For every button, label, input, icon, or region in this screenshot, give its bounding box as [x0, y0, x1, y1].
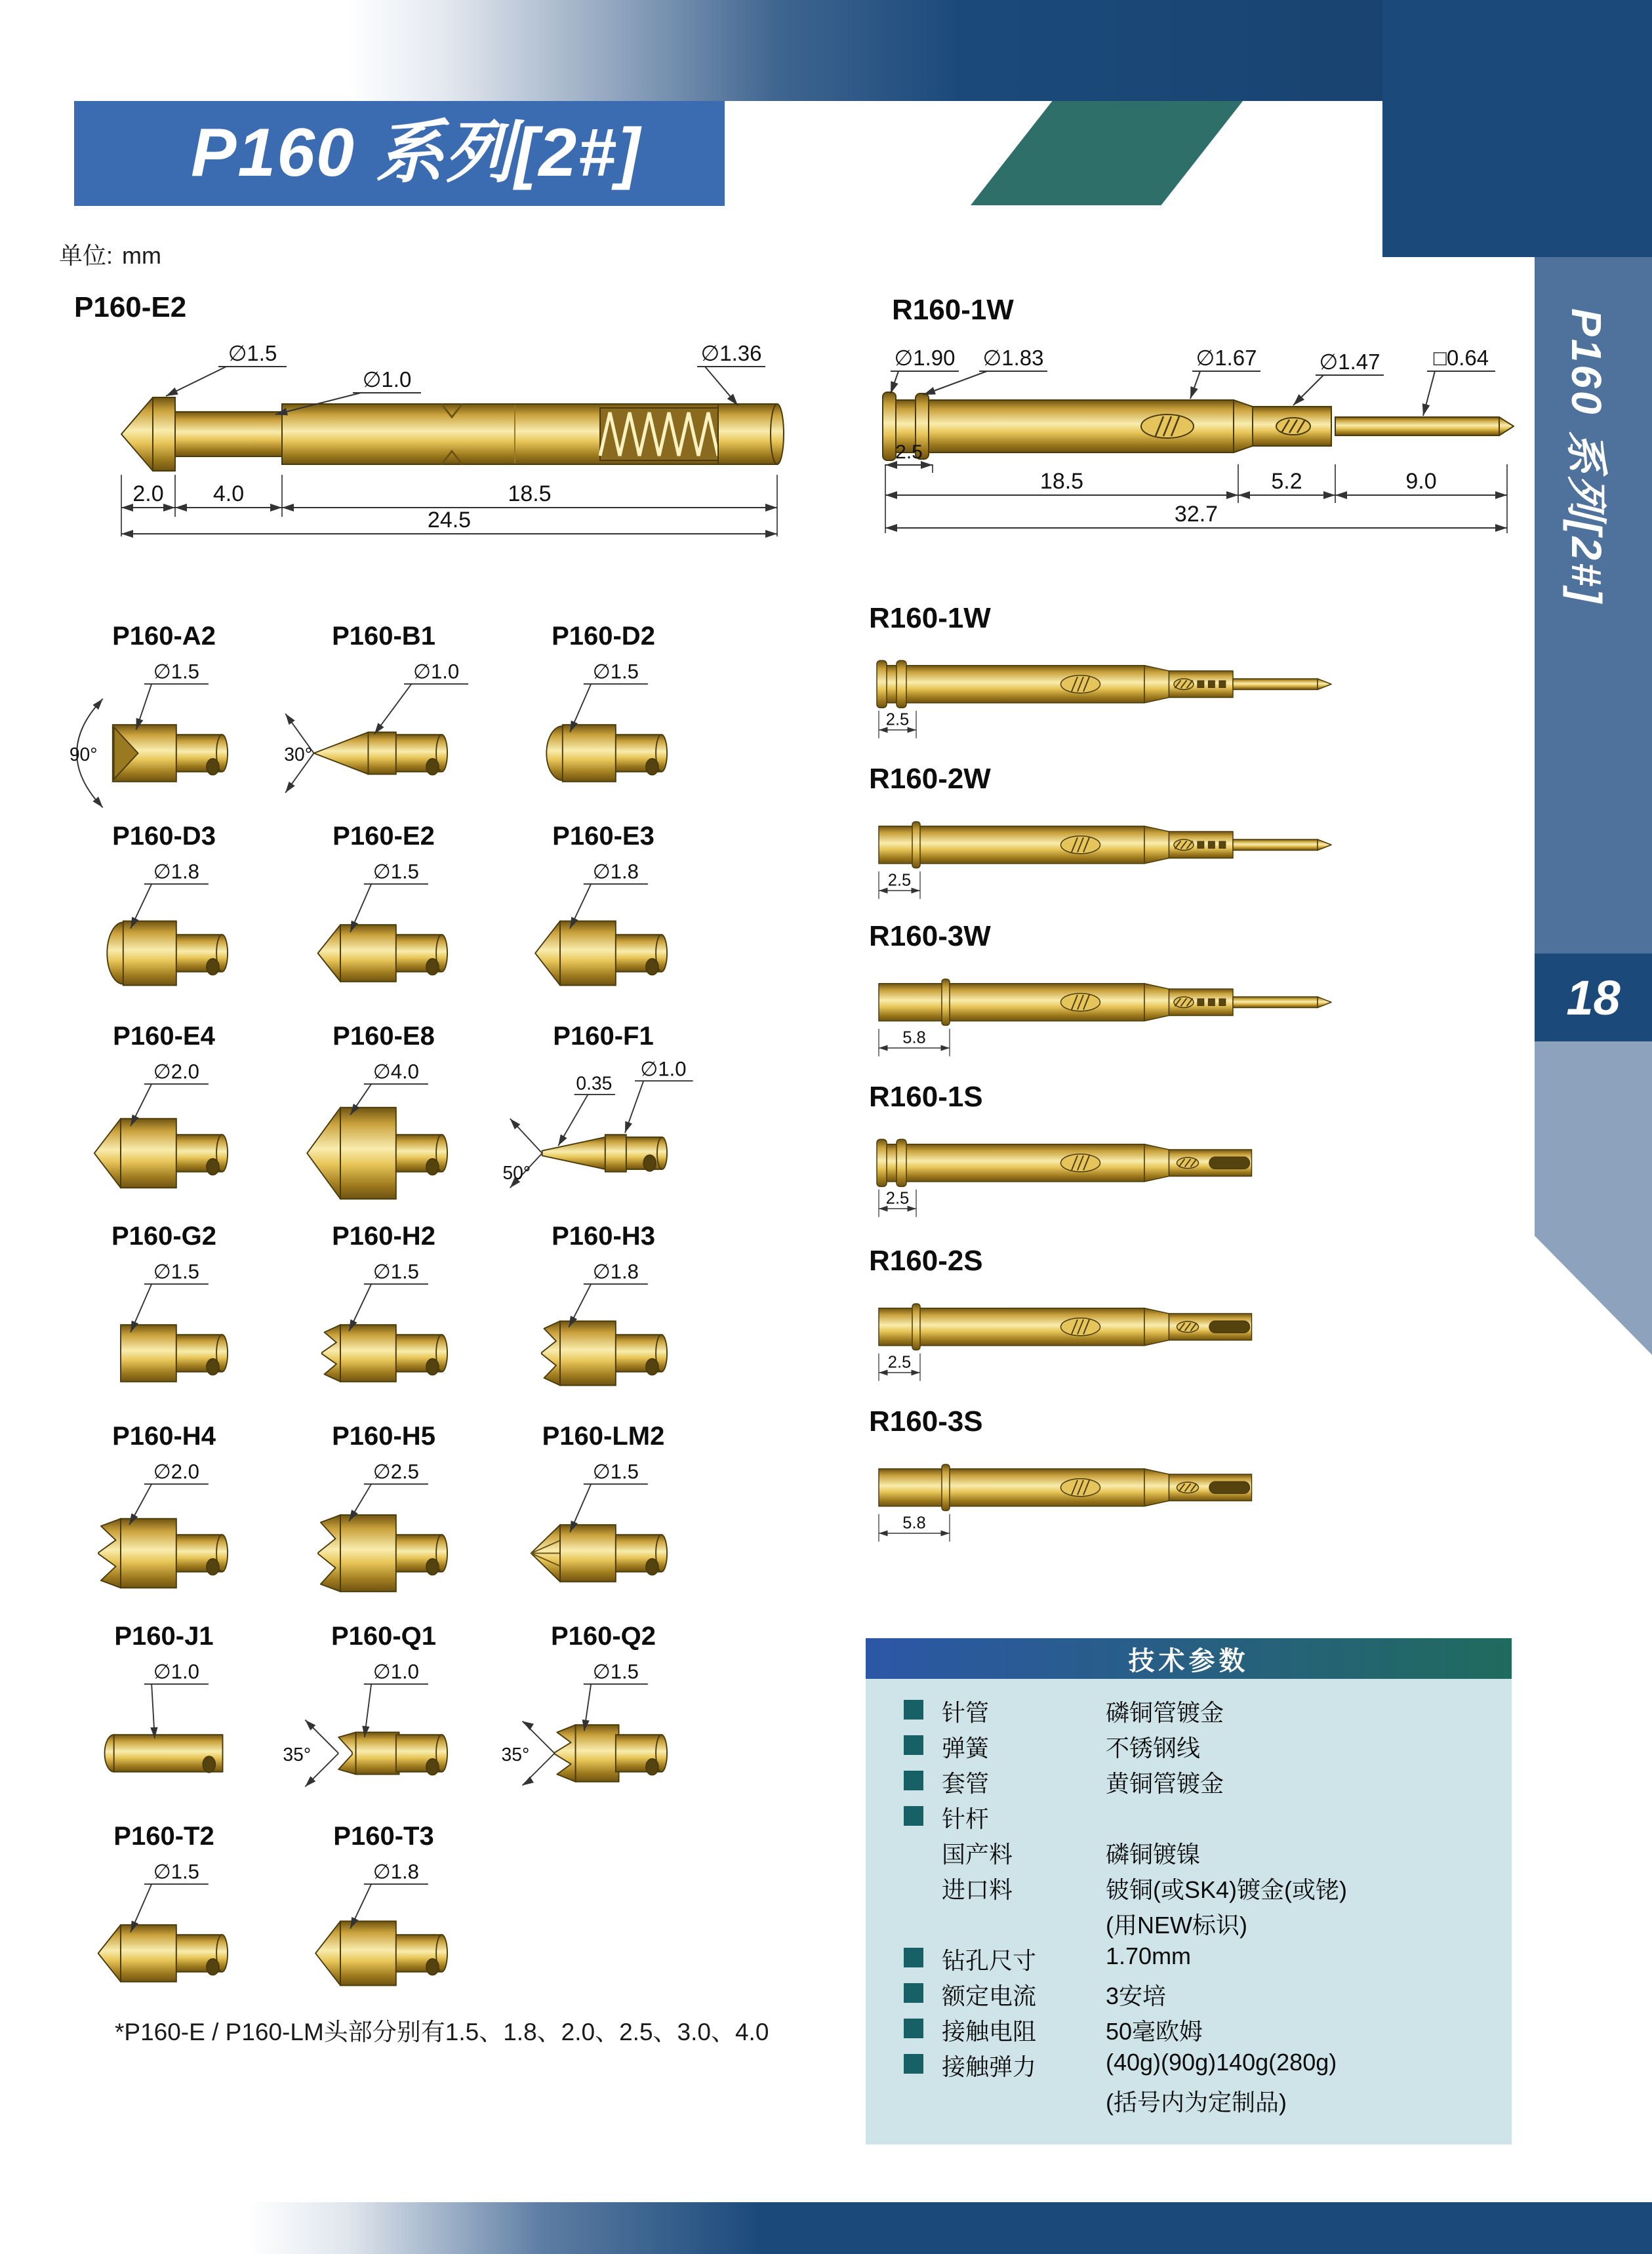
probe-label: P160-F1 — [553, 1022, 654, 1051]
dim-text: 2.5 — [895, 441, 923, 463]
probe-cell — [56, 1222, 272, 1419]
tech-param-value: 磷铜镀镍 — [1106, 1841, 1201, 1868]
receptacle-list — [869, 602, 1380, 1599]
probe-label: P160-E8 — [332, 1022, 435, 1051]
receptacle-drawing — [869, 798, 1341, 916]
dim-text: ∅1.83 — [982, 346, 1044, 370]
tech-param-name: 针管 — [942, 1699, 990, 1726]
probe-cell — [495, 822, 712, 1018]
bullet-square-icon — [904, 1700, 923, 1720]
probe-drawing — [275, 1251, 492, 1412]
probe-label: P160-Q2 — [550, 1622, 656, 1651]
bullet-square-icon — [904, 2054, 923, 2074]
probe-label: P160-H3 — [552, 1222, 655, 1251]
probe-drawing — [275, 1651, 492, 1812]
bullet-square-icon — [904, 2019, 923, 2038]
dim-text: ∅1.8 — [592, 1260, 639, 1283]
dim-text: 9.0 — [1405, 469, 1437, 494]
dim-text: 5.8 — [902, 1514, 926, 1533]
dim-text: ∅1.67 — [1196, 346, 1257, 370]
probe-label: P160-E2 — [332, 822, 435, 851]
probe-tip-grid — [56, 622, 718, 2045]
receptacle-drawing — [869, 956, 1341, 1074]
probe-drawing — [56, 1051, 272, 1212]
probe-label: P160-G2 — [111, 1222, 217, 1251]
tech-param-value: (用NEW标识) — [1106, 1912, 1247, 1939]
dim-text: 2.0 — [132, 481, 164, 506]
probe-drawing — [56, 651, 272, 812]
dim-text: ∅1.8 — [153, 860, 199, 883]
tech-param-value: 铍铜(或SK4)镀金(或铑) — [1106, 1876, 1347, 1903]
dim-text: ∅2.0 — [153, 1460, 199, 1483]
receptacle-item — [869, 920, 1380, 1077]
probe-cell — [275, 1822, 492, 2019]
bullet-square-icon — [904, 1806, 923, 1826]
dim-text: ∅1.5 — [373, 860, 419, 883]
dim-text: ∅1.8 — [373, 1860, 419, 1883]
probe-label: P160-H2 — [332, 1222, 435, 1251]
receptacle-item — [869, 763, 1380, 920]
dim-text: ∅1.5 — [153, 660, 199, 683]
dim-text: 5.8 — [902, 1028, 926, 1047]
dim-text: 50° — [502, 1162, 531, 1184]
unit-line — [59, 237, 161, 271]
footer-gradient-band — [0, 2202, 1652, 2254]
probe-cell — [275, 622, 492, 818]
sidebar-panel-lower — [1535, 1041, 1652, 1355]
dim-text: 18.5 — [1039, 469, 1084, 494]
probe-cell — [275, 1022, 492, 1218]
probe-cell — [495, 1422, 712, 1619]
tech-param-name: 接触弹力 — [942, 2053, 1037, 2080]
probe-label: P160-E3 — [552, 822, 655, 851]
featured-probe-drawing — [56, 323, 810, 539]
featured-probe-label: P160-E2 — [74, 291, 187, 323]
dim-text: ∅1.36 — [700, 341, 762, 365]
dim-text: ∅1.5 — [592, 1460, 639, 1483]
dim-text: 35° — [501, 1743, 530, 1765]
bullet-square-icon — [904, 1771, 923, 1790]
dim-text: ∅1.5 — [228, 341, 277, 365]
probe-drawing — [275, 1451, 492, 1612]
probe-label: P160-D2 — [552, 622, 655, 651]
dim-text: ∅1.0 — [640, 1057, 687, 1081]
dim-text: ∅1.0 — [153, 1660, 199, 1683]
probe-label: P160-J1 — [114, 1622, 214, 1651]
dim-text: 2.5 — [887, 871, 912, 890]
receptacle-drawing — [869, 1280, 1341, 1398]
header-corner-block — [1382, 0, 1652, 257]
dim-text: 4.0 — [212, 481, 245, 506]
probe-cell — [56, 1022, 272, 1218]
probe-label: P160-Q1 — [331, 1622, 437, 1651]
probe-drawing — [56, 851, 272, 1012]
receptacle-item — [869, 1405, 1380, 1563]
header-teal-accent — [971, 101, 1243, 205]
title-banner — [74, 101, 725, 206]
tech-param-value: 1.70mm — [1106, 1942, 1192, 1969]
dim-text: 30° — [284, 743, 313, 765]
probe-label: P160-H4 — [112, 1422, 216, 1451]
probe-label: P160-LM2 — [542, 1422, 665, 1451]
dim-text: ∅4.0 — [373, 1060, 419, 1083]
probe-cell — [495, 622, 712, 818]
probe-cell — [56, 1422, 272, 1619]
tech-param-row — [904, 1695, 1505, 1730]
dim-text: ∅2.5 — [373, 1460, 419, 1483]
featured-receptacle-drawing — [859, 325, 1515, 548]
probe-drawing — [56, 1851, 272, 2012]
probe-label: P160-A2 — [112, 622, 216, 651]
tech-params-box — [866, 1638, 1512, 2144]
dim-text: ∅1.0 — [362, 367, 412, 392]
probe-label: P160-H5 — [332, 1422, 435, 1451]
probe-cell — [56, 622, 272, 818]
bullet-square-icon — [904, 1948, 923, 1967]
tech-param-row — [904, 2084, 1505, 2120]
dim-text: 5.2 — [1271, 469, 1302, 494]
tech-param-row — [904, 2013, 1505, 2049]
probe-drawing — [56, 1251, 272, 1412]
tech-param-name: 针杆 — [942, 1805, 990, 1832]
receptacle-label: R160-2W — [869, 763, 991, 795]
dim-text: ∅1.8 — [592, 860, 639, 883]
receptacle-item — [869, 1081, 1380, 1238]
dim-text: □0.64 — [1433, 346, 1489, 370]
sidebar-vertical-title: P160 系列[2#] — [1563, 308, 1610, 606]
tech-param-row — [904, 1730, 1505, 1765]
probe-drawing — [56, 1651, 272, 1812]
dim-text: ∅1.47 — [1319, 350, 1380, 374]
tech-param-value: 不锈钢线 — [1106, 1735, 1201, 1761]
probe-cell — [275, 1422, 492, 1619]
tech-param-value: 磷铜管镀金 — [1106, 1699, 1224, 1726]
probe-cell — [495, 1222, 712, 1419]
footnote: *P160-E / P160-LM头部分别有1.5、1.8、2.0、2.5、3.0、4.0 — [115, 2019, 769, 2045]
dim-text: ∅1.90 — [894, 346, 956, 370]
tech-param-name: 钻孔尺寸 — [942, 1947, 1037, 1974]
tech-param-row — [904, 1836, 1505, 1872]
dim-text: ∅1.5 — [373, 1260, 419, 1283]
tech-param-row — [904, 1765, 1505, 1801]
probe-drawing — [495, 1451, 712, 1612]
tech-param-value: 黄铜管镀金 — [1106, 1770, 1224, 1797]
probe-label: P160-D3 — [112, 822, 216, 851]
dim-text: 90° — [69, 743, 98, 765]
unit-label: 单位: — [59, 242, 113, 269]
tech-param-value: (40g)(90g)140g(280g) — [1106, 2049, 1337, 2076]
probe-cell — [495, 1022, 712, 1218]
probe-label: P160-E4 — [113, 1022, 215, 1051]
probe-cell — [56, 822, 272, 1018]
featured-receptacle-label: R160-1W — [892, 294, 1014, 326]
probe-drawing — [495, 851, 712, 1012]
featured-probe-svg — [56, 323, 810, 539]
tech-param-name: 额定电流 — [942, 1982, 1037, 2009]
dim-text: 0.35 — [576, 1072, 613, 1094]
receptacle-label: R160-3W — [869, 920, 991, 952]
receptacle-drawing — [869, 637, 1341, 755]
tech-param-row — [904, 1978, 1505, 2013]
probe-drawing — [495, 651, 712, 812]
tech-param-row — [904, 2049, 1505, 2084]
tech-param-name: 国产料 — [942, 1841, 1013, 1868]
dim-text: 2.5 — [885, 1189, 910, 1208]
tech-param-name: 弹簧 — [942, 1735, 990, 1761]
tech-param-value: 50毫欧姆 — [1106, 2018, 1203, 2045]
dim-text: 2.5 — [885, 710, 910, 729]
dim-text: ∅1.5 — [153, 1260, 199, 1283]
featured-receptacle-svg — [859, 325, 1515, 548]
probe-cell — [275, 1222, 492, 1419]
page-number-box — [1535, 954, 1652, 1041]
tech-param-row — [904, 1801, 1505, 1836]
page-number: 18 — [1566, 970, 1621, 1025]
dim-text: ∅1.0 — [413, 660, 460, 683]
probe-drawing — [495, 1651, 712, 1812]
tech-param-name: 进口料 — [942, 1876, 1013, 1903]
page-title: P160 系列[2#] — [191, 115, 641, 191]
probe-drawing — [275, 1051, 492, 1212]
tech-param-name: 接触电阻 — [942, 2018, 1037, 2045]
tech-params-title: 技术参数 — [866, 1638, 1512, 1679]
tech-param-name: 套管 — [942, 1770, 990, 1797]
receptacle-label: R160-1W — [869, 602, 991, 634]
dim-text: ∅1.5 — [153, 1860, 199, 1883]
tech-params-rows — [866, 1679, 1512, 2120]
probe-cell — [56, 1822, 272, 2019]
probe-drawing — [495, 1251, 712, 1412]
tech-param-value: (括号内为定制品) — [1106, 2089, 1287, 2116]
probe-drawing — [56, 1451, 272, 1612]
probe-cell — [275, 822, 492, 1018]
tech-param-row — [904, 1872, 1505, 1907]
receptacle-drawing — [869, 1441, 1341, 1559]
probe-drawing — [275, 651, 492, 812]
dim-text: 32.7 — [1174, 502, 1219, 527]
receptacle-label: R160-2S — [869, 1245, 983, 1277]
probe-drawing — [275, 851, 492, 1012]
dim-text: ∅2.0 — [153, 1060, 199, 1083]
dim-text: 35° — [283, 1743, 312, 1765]
probe-label: P160-T3 — [333, 1822, 434, 1851]
dim-text: ∅1.5 — [592, 660, 639, 683]
bullet-square-icon — [904, 1983, 923, 2003]
receptacle-label: R160-1S — [869, 1081, 983, 1113]
probe-cell — [56, 1622, 272, 1819]
dim-text: ∅1.0 — [373, 1660, 419, 1683]
probe-label: P160-B1 — [332, 622, 435, 651]
dim-text: 24.5 — [427, 508, 472, 533]
tech-param-row — [904, 1907, 1505, 1942]
dim-text: ∅1.5 — [592, 1660, 639, 1683]
dim-text: 18.5 — [508, 481, 552, 506]
tech-param-value: 3安培 — [1106, 1982, 1167, 2009]
dim-text: 2.5 — [887, 1353, 912, 1372]
probe-drawing — [275, 1851, 492, 2012]
probe-cell — [495, 1622, 712, 1819]
receptacle-label: R160-3S — [869, 1405, 983, 1438]
bullet-square-icon — [904, 1735, 923, 1755]
receptacle-item — [869, 602, 1380, 759]
receptacle-drawing — [869, 1116, 1341, 1234]
probe-drawing — [495, 1051, 712, 1212]
probe-cell — [275, 1622, 492, 1819]
receptacle-item — [869, 1245, 1380, 1402]
tech-param-row — [904, 1942, 1505, 1978]
probe-label: P160-T2 — [113, 1822, 214, 1851]
unit-value: mm — [122, 242, 161, 269]
